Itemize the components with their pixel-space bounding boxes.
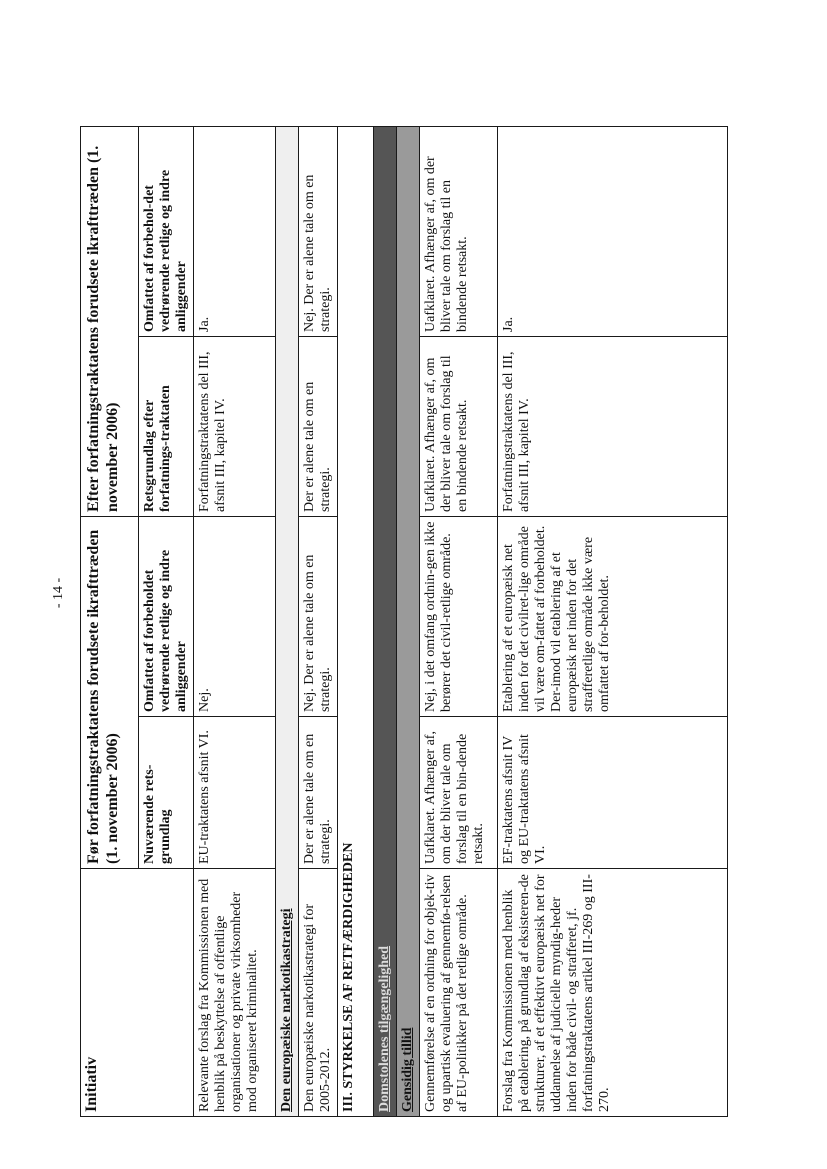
before-scope-header: Omfattet af forbeholdet vedrørende retlige og indre anliggender [139,517,194,717]
table-row [498,127,728,1117]
after-basis-header: Retsgrundlag efter forfatnings-traktaten [139,337,194,517]
before-basis-cell: EU-traktatens afsnit VI. [194,717,276,869]
section-heading: III. STYRKELSE AF RETFÆRDIGHEDEN [338,127,374,1117]
after-scope-cell: Uafklaret. Afhænger af, om der bliver tale om forslag til en bindende retsakt. [420,127,498,337]
table-row [420,127,498,1117]
after-basis-cell: Forfatningstraktatens del III, afsnit III, kapitel IV. [194,337,276,517]
initiativ-cell: Relevante forslag fra Kommissionen med henblik på beskyttelse af offentlige organisationer og private virksomheder mod organiseret kriminalitet. [194,869,276,1117]
header-row [81,127,139,1117]
table-row [299,127,338,1117]
initiativ-cell: Den europæiske narkotikastrategi for 2005-2012. [299,869,338,1117]
section-row [276,127,299,1117]
section-row [338,127,374,1117]
before-scope-cell: Etablering af et europæisk net inden for det civilret-lige område vil være om-fattet af forbeholdet. Der-imod vil etablering af et europæisk net inden for det strafferetlige område ikke være omfattet af for-beholdet. [498,517,728,717]
before-basis-cell: EF-traktatens afsnit IV og EU-traktatens afsnit VI. [498,717,728,869]
after-header: Efter forfatningstraktatens forudsete ikrafttræden (1. november 2006) [81,127,139,517]
after-scope-cell: Ja. [498,127,728,337]
section-row [397,127,420,1117]
after-basis-cell: Forfatningstraktatens del III, afsnit III, kapitel IV. [498,337,728,517]
after-scope-cell: Nej. Der er alene tale om en strategi. [299,127,338,337]
after-basis-cell: Uafklaret. Afhænger af, om der bliver tale om forslag til en bindende retsakt. [420,337,498,517]
before-scope-cell: Nej. Der er alene tale om en strategi. [299,517,338,717]
initiative-table [80,126,728,1117]
section-row [374,127,397,1117]
section-heading: Domstolenes tilgængelighed [374,127,397,1117]
after-scope-header: Omfattet af forbehol-det vedrørende retlige og indre anliggender [139,127,194,337]
before-header: Før forfatningstraktatens forudsete ikrafttræden (1. november 2006) [81,517,139,869]
before-basis-header: Nuværende rets-grundlag [139,717,194,869]
after-basis-cell: Der er alene tale om en strategi. [299,337,338,517]
before-scope-cell: Nej. [194,517,276,717]
rotated-page [80,127,728,1117]
after-scope-cell: Ja. [194,127,276,337]
table-row [194,127,276,1117]
page-number: - 14 - [51,577,67,609]
section-heading: Gensidig tillid [397,127,420,1117]
before-basis-cell: Uafklaret. Afhænger af, om der bliver tale om forslag til en bin-dende retsakt. [420,717,498,869]
before-basis-cell: Der er alene tale om en strategi. [299,717,338,869]
before-scope-cell: Nej, i det omfang ordnin-gen ikke berører det civil-retlige område. [420,517,498,717]
initiativ-header: Initiativ [81,869,194,1117]
section-heading: Den europæiske narkotikastrategi [276,127,299,1117]
initiativ-cell: Gennemførelse af en ordning for objek-tiv og upartisk evaluering af gennemfø-relsen af EU-politikker på det retlige område. [420,869,498,1117]
initiativ-cell: Forslag fra Kommissionen med henblik på etablering, på grundlag af eksisteren-de strukturer, af et effektivt europæisk net for uddannelse af judicielle myndig-heder inden for både civil- og strafferet, jf. forfatningstraktatens artikel III-269 og III-270. [498,869,728,1117]
